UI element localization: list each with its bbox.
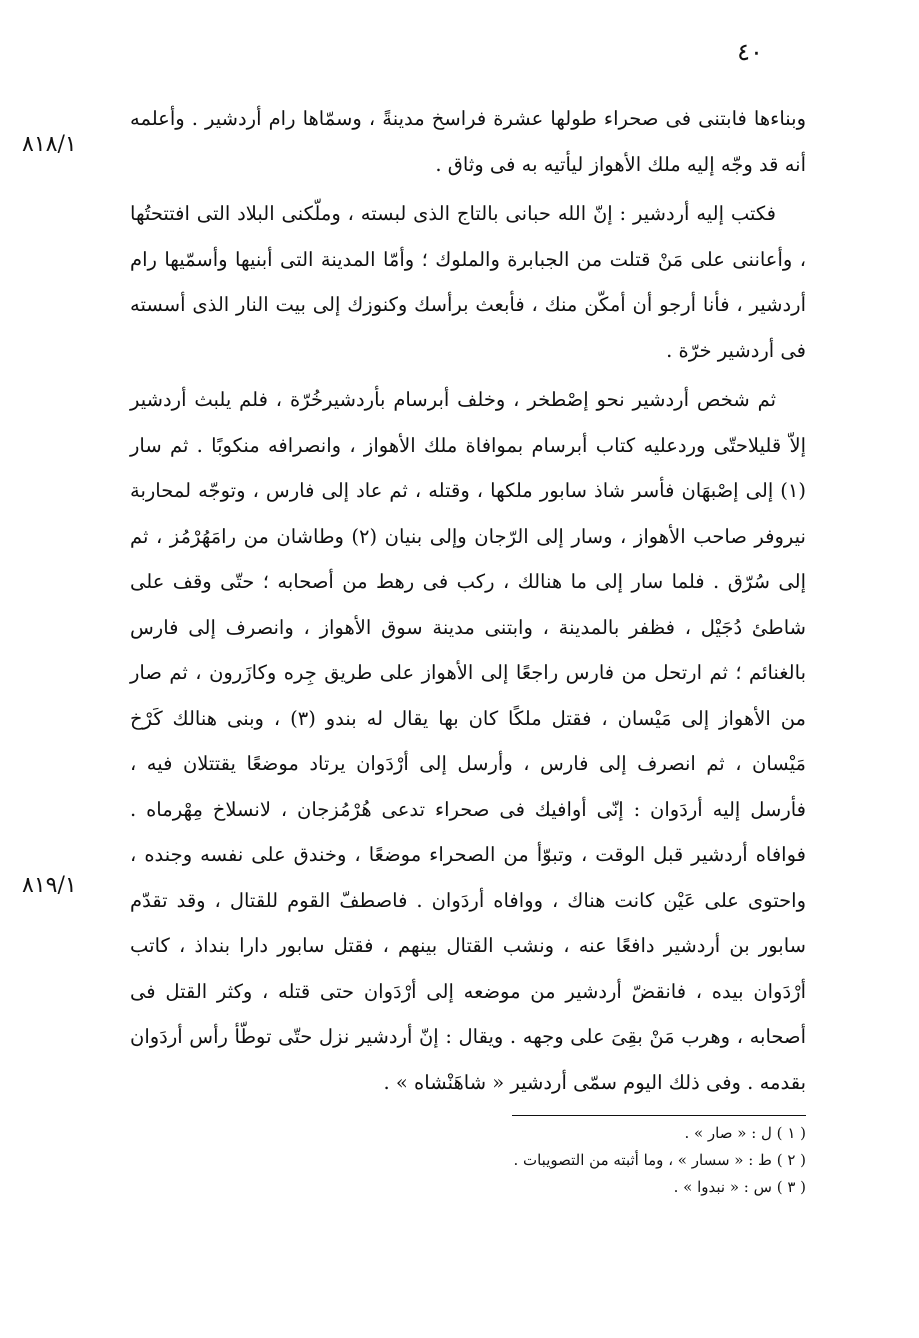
footnote-2: ( ٢ ) ط : « سسار » ، وما أثبته من التصويبات . xyxy=(513,1151,806,1169)
footnotes xyxy=(330,1120,806,1201)
paragraph-1: وبناءها فابتنى فى صحراء طولها عشرة فراسخ مدينةً ، وسمّاها رام أردشير . وأعلمه أنه قد وجّه إليه ملك الأهواز ليأتيه به فى وثاق . xyxy=(130,107,806,176)
footnote-1: ( ١ ) ل : « صار » . xyxy=(684,1124,806,1142)
footnote-3: ( ٣ ) س : « نبدوا » . xyxy=(673,1178,806,1196)
footnote-divider xyxy=(512,1115,806,1116)
margin-ref-818: ٨١٨/١ xyxy=(22,132,77,157)
margin-ref-819: ٨١٩/١ xyxy=(22,873,77,898)
body-text xyxy=(130,96,806,1105)
paragraph-3: ثم شخص أردشير نحو إصْطخر ، وخلف أبرسام بأردشيرخُرّة ، فلم يلبث أردشير إلاّ قليلاحتّى وردعليه كتاب أبرسام بموافاة ملك الأهواز ، وانصرافه منكوبًا . ثم سار (١) إلى إصْبهَان فأسر شاذ سابور ملكها ، وقتله ، ثم عاد إلى فارس ، وتوجّه لمحاربة نيروفر صاحب الأهواز ، وسار إلى الرّجان وإلى بنيان (٢) وطاشان من رامَهُرْمُز ، ثم إلى سُرّق . فلما سار إلى ما هنالك ، ركب فى رهط من أصحابه ؛ حتّى وقف على شاطئ دُجَيْل ، فظفر بالمدينة ، وابتنى مدينة سوق الأهواز ، وانصرف إلى فارس بالغنائم ؛ ثم ارتحل من فارس راجعًا إلى الأهواز على طريق جِره وكازَرون ، ثم صار من الأهواز إلى مَيْسان ، فقتل ملكًا كان بها يقال له بندو (٣) ، وبنى هنالك كَرْخ مَيْسان ، ثم انصرف إلى فارس ، وأرسل إلى أرْدَوان يرتاد موضعًا يقتتلان فيه ، فأرسل إليه أردَوان : إنّى أوافيك فى صحراء تدعى هُرْمُزجان ، لانسلاخ مِهْرماه . فوافاه أردشير قبل الوقت ، وتبوّأ من الصحراء موضعًا ، وخندق على نفسه وجنده ، واحتوى على عَيْن كانت هناك ، ووافاه أردَوان . فاصطفّ القوم للقتال ، وقد تقدّم سابور بن أردشير دافعًا عنه ، ونشب القتال بينهم ، فقتل سابور دارا بنداذ ، كاتب أرْدَوان بيده ، فانقضّ أردشير من موضعه إلى أرْدَوان حتى قتله ، وكثر القتل فى أصحابه ، وهرب مَنْ بقِىَ على وجهه . ويقال : إنّ أردشير نزل حتّى توطّأ رأس أردَوان بقدمه . وفى ذلك اليوم سمّى أردشير « شاهَنْشاه » . xyxy=(130,388,806,1094)
paragraph-2: فكتب إليه أردشير : إنّ الله حبانى بالتاج الذى لبسته ، وملّكنى البلاد التى افتتحتُها ، وأعاننى على مَنْ قتلت من الجبابرة والملوك ؛ وأمّا المدينة التى أبنيها وأسمّيها رام أردشير ، فأنا أرجو أن أمكّن منك ، فأبعث برأسك وكنوزك إلى بيت النار الذى أسسته فى أردشير خرّة . xyxy=(130,202,806,362)
page-number: ٤٠ xyxy=(737,38,763,66)
